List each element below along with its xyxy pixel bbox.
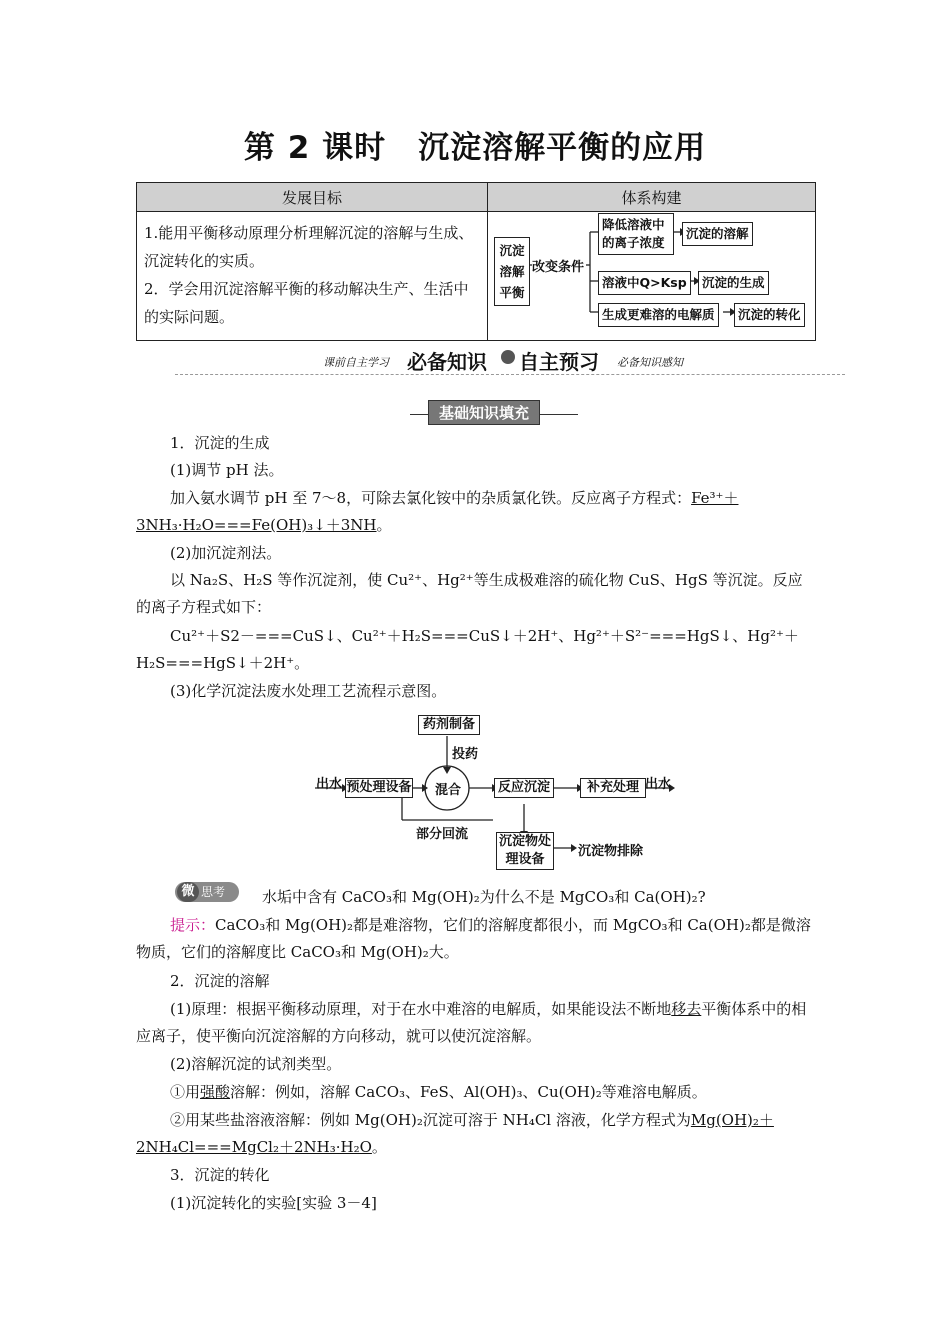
s1-p6: (3)化学沉淀法废水处理工艺流程示意图。 <box>170 682 447 700</box>
map-result-1: 沉淀的溶解 <box>682 222 753 246</box>
think-question: 水垢中含有 CaCO₃和 Mg(OH)₂为什么不是 MgCO₃和 Ca(OH)₂? <box>262 888 706 906</box>
s2-p3: ①用强酸溶解：例如，溶解 CaCO₃、FeS、Al(OH)₃、Cu(OH)₂等难溶电解质。 <box>170 1083 707 1101</box>
map-result-2: 沉淀的生成 <box>698 271 769 295</box>
banner-left-text: 课前自主学习 <box>323 356 389 369</box>
map-cond-1: 降低溶液中的离子浓度 <box>598 213 674 255</box>
flow-mix-label: 混合 <box>435 783 462 798</box>
page-title: 第 2 课时 沉淀溶解平衡的应用 <box>243 130 707 166</box>
flow-supp-box: 补充处理 <box>580 778 646 798</box>
flow-in-label: 出水 <box>316 777 343 792</box>
s1-p2: 加入氨水调节 pH 至 7～8，可除去氯化铵中的杂质氯化铁。反应离子方程式：Fe³⁺＋3NH₃·H₂O===Fe(OH)₃↓＋3NH。 <box>136 489 739 534</box>
s2-heading: 2．沉淀的溶解 <box>170 972 270 990</box>
section-banner <box>175 346 845 375</box>
think-hint: 提示：CaCO₃和 Mg(OH)₂都是难溶物，它们的溶解度都很小，而 MgCO₃和 Ca(OH)₂都是微溶物质，它们的溶解度比 CaCO₃和 Mg(OH)₂大。 <box>136 916 811 961</box>
goal-2: 2．学会用沉淀溶解平衡的移动解决生产、生活中的实际问题。 <box>144 280 469 326</box>
s1-p3: (2)加沉淀剂法。 <box>170 544 282 562</box>
flow-agent-box: 药剂制备 <box>418 715 480 735</box>
think-icon: 微 思考 <box>175 882 239 902</box>
flow-discharge-label: 沉淀物排除 <box>578 844 644 859</box>
s1-p2-equation: Fe³⁺＋3NH₃·H₂O===Fe(OH)₃↓＋3NH <box>136 489 739 534</box>
s2-p1: (1)原理：根据平衡移动原理，对于在水中难溶的电解质，如果能设法不断地移去平衡体系中的相应离子，使平衡向沉淀溶解的方向移动，就可以使沉淀溶解。 <box>136 1000 807 1045</box>
s2-p4: ②用某些盐溶液溶解：例如 Mg(OH)₂沉淀可溶于 NH₄Cl 溶液，化学方程式为Mg(OH)₂＋2NH₄Cl===MgCl₂＋2NH₃·H₂O。 <box>136 1111 774 1156</box>
framework-header: 体系构建 <box>488 183 816 212</box>
s3-p1: (1)沉淀转化的实验[实验 3－4] <box>170 1194 377 1212</box>
s1-p1: (1)调节 pH 法。 <box>170 461 284 479</box>
flow-react-box: 反应沉淀 <box>494 778 554 798</box>
map-result-3: 沉淀的转化 <box>734 303 805 327</box>
s1-p5: Cu²⁺＋S2－===CuS↓、Cu²⁺＋H₂S===CuS↓＋2H⁺、Hg²⁺＋S²⁻===HgS↓、Hg²⁺＋H₂S===HgS↓＋2H⁺。 <box>136 627 799 672</box>
flow-pre-box: 预处理设备 <box>345 778 413 798</box>
s2-p2: (2)溶解沉淀的试剂类型。 <box>170 1055 342 1073</box>
map-cond-2: 溶液中Q>Ksp <box>598 271 691 295</box>
s1-heading: 1．沉淀的生成 <box>170 434 270 452</box>
banner-main-2: 自主预习 <box>519 350 599 374</box>
banner-main-1: 必备知识 <box>407 350 487 374</box>
map-change-label: 改变条件 <box>532 260 585 275</box>
map-root: 沉淀溶解平衡 <box>494 237 530 306</box>
goal-1: 1.能用平衡移动原理分析理解沉淀的溶解与生成、沉淀转化的实质。 <box>144 224 474 270</box>
banner-right-text: 必备知识感知 <box>617 356 683 369</box>
flow-back-label: 部分回流 <box>416 827 469 842</box>
s3-heading: 3．沉淀的转化 <box>170 1166 270 1184</box>
map-cond-3: 生成更难溶的电解质 <box>598 303 719 327</box>
banner-bullet-icon <box>501 350 515 364</box>
s1-p4: 以 Na₂S、H₂S 等作沉淀剂，使 Cu²⁺、Hg²⁺等生成极难溶的硫化物 CuS、HgS 等沉淀。反应的离子方程式如下： <box>136 571 803 616</box>
flow-sed-box: 沉淀物处理设备 <box>496 832 554 870</box>
subheading: 基础知识填充 <box>428 400 540 425</box>
flow-out-label: 出水 <box>645 777 672 792</box>
goals-header: 发展目标 <box>137 183 488 212</box>
flow-dose-label: 投药 <box>452 747 479 762</box>
